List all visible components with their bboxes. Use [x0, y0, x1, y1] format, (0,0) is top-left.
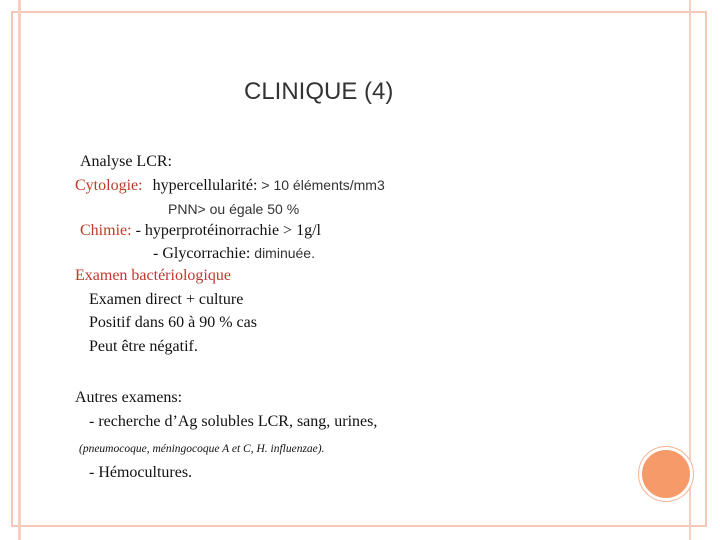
autres-line2: - Hémocultures. [89, 464, 193, 481]
bacterio-line: Positif dans 60 à 90 % cas [89, 314, 257, 331]
slide-title: CLINIQUE (4) [244, 78, 394, 105]
chimie-line [80, 222, 321, 240]
chimie-label: Chimie: [80, 222, 132, 239]
frame-right-rule [689, 0, 691, 540]
cytologie-line [75, 177, 385, 195]
pnn-line: PNN> ou égale 50 % [168, 201, 300, 217]
glycorrachie-detail: diminuée. [254, 245, 315, 261]
frame-left-rule [18, 0, 21, 540]
lcr-heading: Analyse LCR: [80, 153, 172, 170]
bacterio-heading: Examen bactériologique [75, 267, 231, 284]
glycorrachie-term: - Glycorrachie: [153, 245, 251, 262]
cytologie-detail: > 10 éléments/mm3 [261, 177, 385, 193]
cytologie-term: hypercellularité: [152, 177, 258, 194]
autres-heading: Autres examens: [75, 389, 183, 406]
bacterio-line: Examen direct + culture [89, 291, 244, 308]
decorative-circle [639, 447, 693, 501]
autres-note: (pneumocoque, méningocoque A et C, H. influenzae). [79, 443, 325, 455]
chimie-line1: - hyperprotéinorrachie > 1g/l [135, 222, 321, 239]
glycorrachie-line [153, 245, 315, 263]
autres-line1: - recherche d’Ag solubles LCR, sang, urines, [89, 413, 378, 430]
bacterio-line: Peut être négatif. [89, 338, 198, 355]
cytologie-label: Cytologie: [75, 177, 143, 194]
